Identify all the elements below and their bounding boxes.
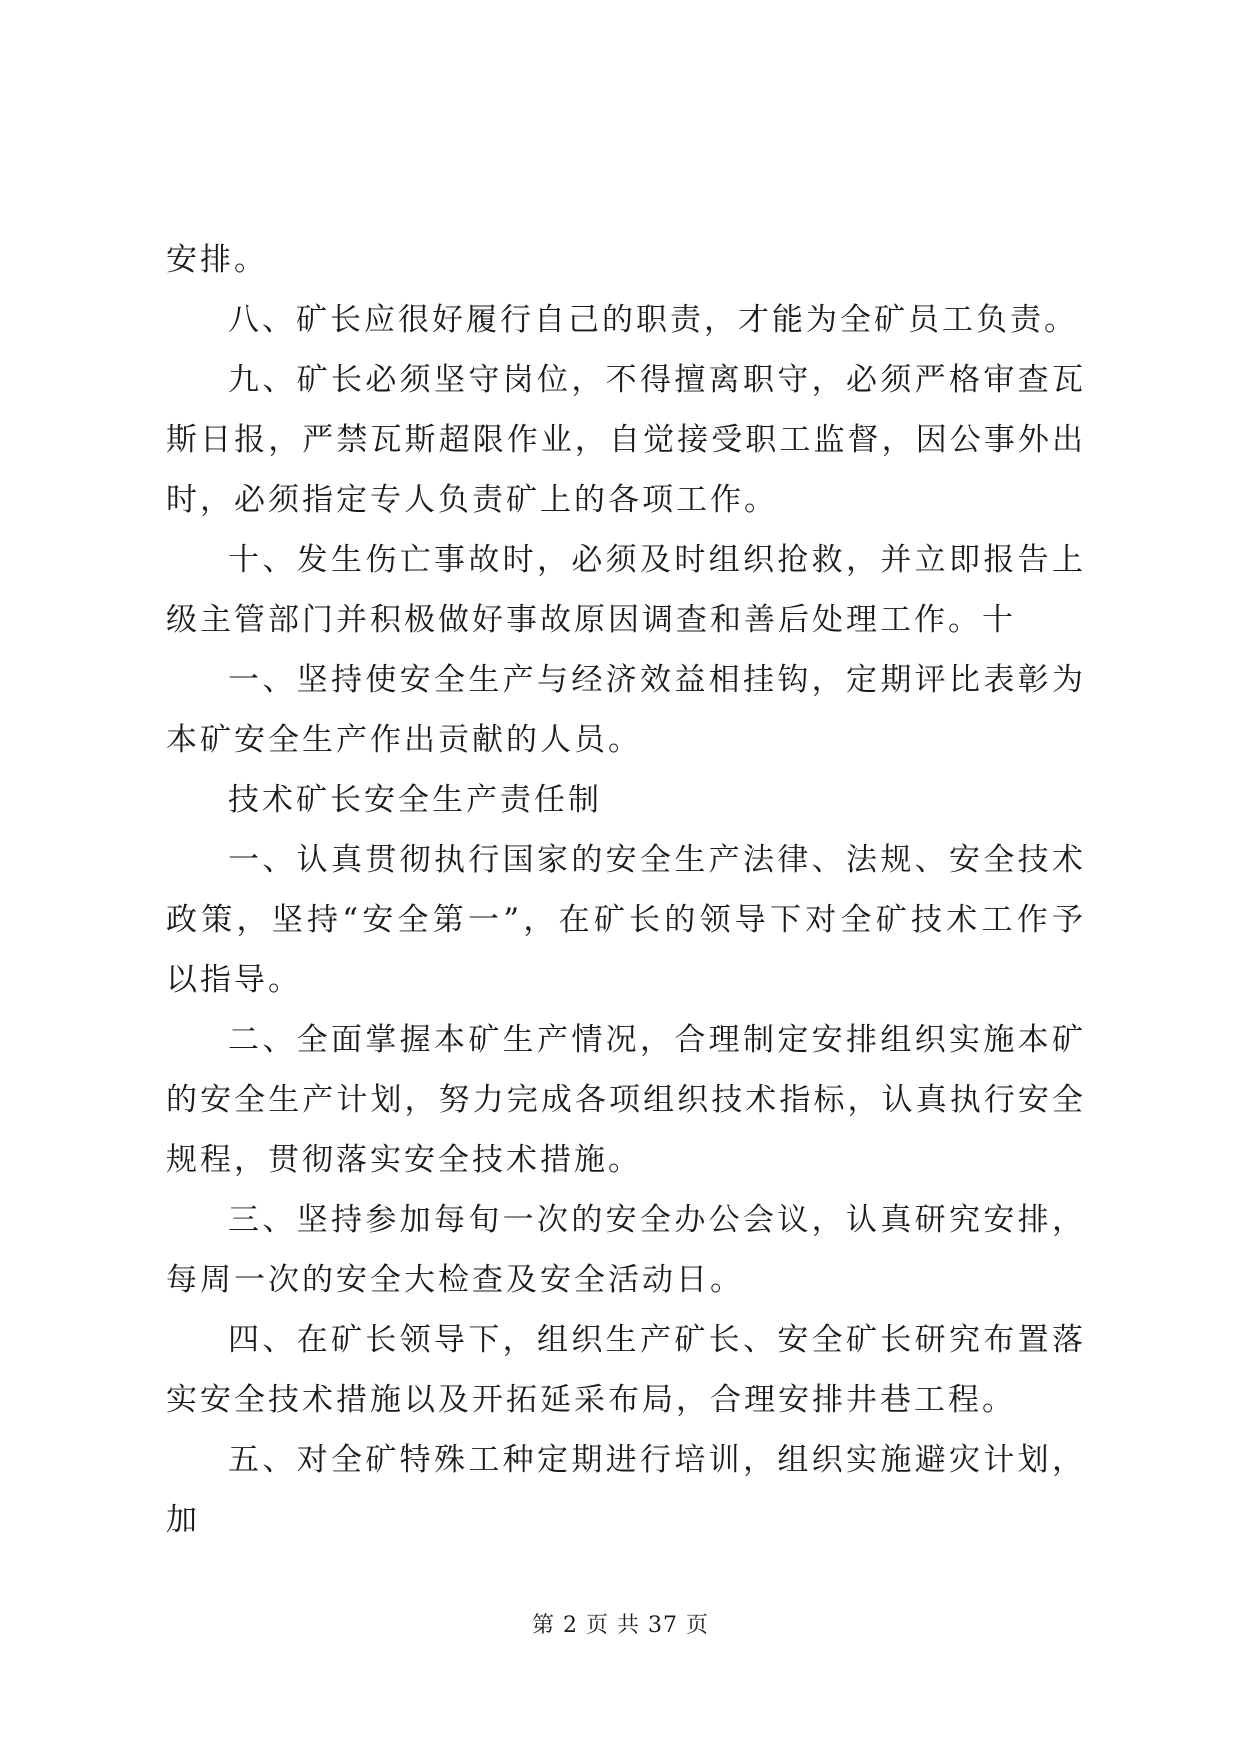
paragraph-tech-2: 二、全面掌握本矿生产情况，合理制定安排组织实施本矿的安全生产计划，努力完成各项组织技术指标，认真执行安全规程，贯彻落实安全技术措施。 (166, 1022, 1086, 1178)
paragraph-tech-1: 一、认真贯彻执行国家的安全生产法律、法规、安全技术政策，坚持“安全第一”，在矿长的领导下对全矿技术工作予以指导。 (166, 842, 1086, 998)
section-heading: 技术矿长安全生产责任制 (228, 782, 602, 818)
paragraph-continuation: 安排。 (166, 242, 268, 278)
document-body (166, 230, 1086, 1550)
paragraph-item-10: 十、发生伤亡事故时，必须及时组织抢救，并立即报告上级主管部门并积极做好事故原因调查和善后处理工作。十 (166, 542, 1086, 638)
paragraph-item-8: 八、矿长应很好履行自己的职责，才能为全矿员工负责。 (228, 302, 1078, 338)
page-footer: 第 2 页 共 37 页 (532, 1613, 709, 1638)
paragraph-tech-5: 五、对全矿特殊工种定期进行培训，组织实施避灾计划，加 (166, 1442, 1086, 1538)
paragraph-item-11: 一、坚持使安全生产与经济效益相挂钩，定期评比表彰为本矿安全生产作出贡献的人员。 (166, 662, 1086, 758)
paragraph-tech-4: 四、在矿长领导下，组织生产矿长、安全矿长研究布置落实安全技术措施以及开拓延采布局，合理安排井巷工程。 (166, 1322, 1086, 1418)
paragraph-tech-3: 三、坚持参加每旬一次的安全办公会议，认真研究安排，每周一次的安全大检查及安全活动日。 (166, 1202, 1086, 1298)
paragraph-item-9: 九、矿长必须坚守岗位，不得擅离职守，必须严格审查瓦斯日报，严禁瓦斯超限作业，自觉接受职工监督，因公事外出时，必须指定专人负责矿上的各项工作。 (166, 362, 1086, 518)
